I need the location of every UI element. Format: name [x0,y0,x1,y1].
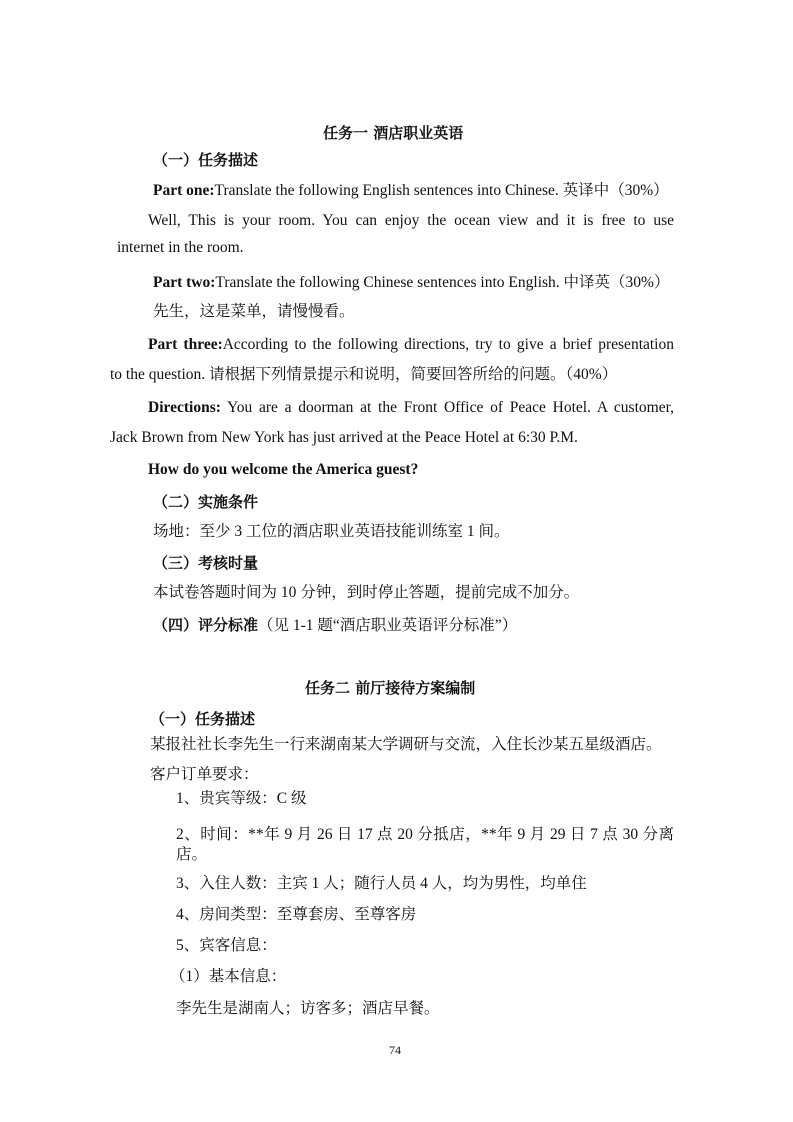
directions-line1 [148,398,674,418]
task1-section2-text: 场地：至少 3 工位的酒店职业英语技能训练室 1 间。 [153,523,510,540]
task1-section3-heading: （三）考核时量 [153,554,259,572]
task1-section4-heading: （四）评分标准 [153,616,259,634]
part-three-line1 [148,335,674,355]
task2-intro: 某报社社长李先生一行来湖南某大学调研与交流，入住长沙某五星级酒店。 [150,736,662,753]
task2-section1-heading: （一）任务描述 [150,710,256,728]
part-three-line2-en: to the question. [110,366,206,383]
part-two-cn: 中译英（30%） [563,274,670,291]
question: How do you welcome the America guest? [148,461,419,478]
task1-section1-heading: （一）任务描述 [153,151,259,169]
order-label: 客户订单要求： [150,766,259,783]
task1-section4-note: （见 1-1 题“酒店职业英语评分标准”） [258,617,518,634]
directions-line2: Jack Brown from New York has just arrived at the Peace Hotel at 6:30 P.M. [110,429,578,446]
order-item-2-line2: 店。 [176,846,208,863]
part-two-text: Translate the following Chinese sentences into English. [215,274,560,291]
order-item-3: 3、入住人数：主宾 1 人；随行人员 4 人，均为男性，均单住 [176,875,587,892]
directions-text: You are a doorman at the Front Office of Peace Hotel. A customer, [227,399,674,416]
directions-label: Directions: [148,399,221,416]
order-item-4: 4、房间类型：至尊套房、至尊客房 [176,906,417,923]
part-one-sentence-line2: internet in the room. [117,239,244,256]
part-three-line2 [110,365,617,385]
part-three-text: According to the following directions, try to give a brief presentation [222,336,674,353]
part-two-sentence: 先生，这是菜单，请慢慢看。 [153,303,355,320]
part-one-line [153,181,669,201]
part-one-text: Translate the following English sentences into Chinese. [214,182,559,199]
part-two-line [153,273,669,293]
guest-info-sub1: （1）基本信息： [170,968,287,985]
task1-section2-heading: （二）实施条件 [153,493,259,511]
guest-info-sub1-text: 李先生是湖南人；访客多；酒店早餐。 [176,1000,440,1017]
part-one-cn: 英译中（30%） [562,182,669,199]
task2-title: 任务二 前厅接待方案编制 [305,679,476,697]
task1-title: 任务一 酒店职业英语 [323,124,464,142]
part-one-label: Part one: [153,182,215,199]
order-item-5: 5、宾客信息： [176,937,277,954]
part-one-sentence-line1: Well, This is your room. You can enjoy the ocean view and it is free to use [148,212,674,229]
task1-section3-text: 本试卷答题时间为 10 分钟，到时停止答题，提前完成不加分。 [153,584,580,601]
order-item-1: 1、贵宾等级：C 级 [176,790,307,807]
task1-section4-line [153,615,517,636]
part-three-label: Part three: [148,336,223,353]
part-two-label-text: Part two: [153,274,216,291]
order-item-2-line1: 2、时间：**年 9 月 26 日 17 点 20 分抵店，**年 9 月 29 日 7 点 30 分离 [176,826,674,843]
page-number: 74 [389,1043,401,1057]
part-three-line2-cn: 请根据下列情景提示和说明，简要回答所给的问题。（40%） [209,366,618,383]
